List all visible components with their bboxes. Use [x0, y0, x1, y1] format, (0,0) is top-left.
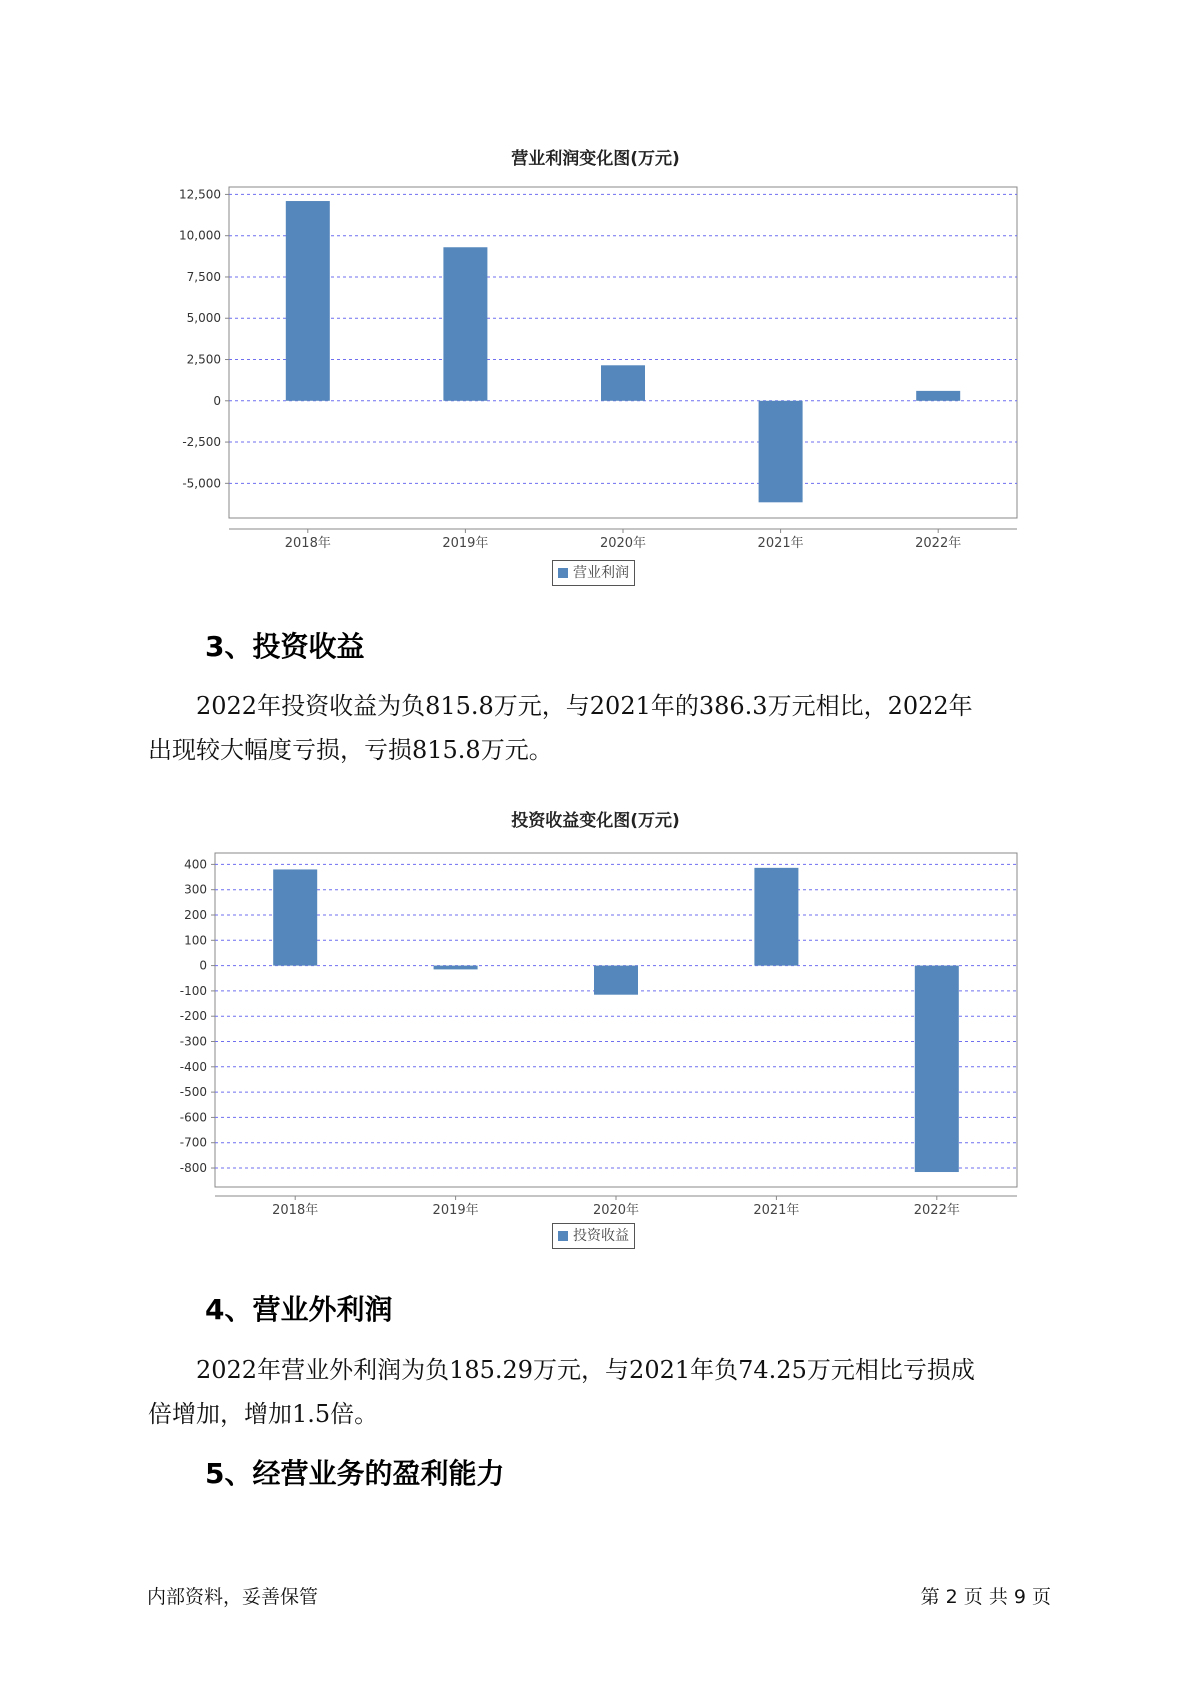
x-tick-label: 2022年: [915, 536, 962, 551]
y-tick-label: 10,000: [179, 228, 221, 243]
y-tick-label: 2,500: [186, 352, 221, 367]
chart-title-investment-income: 投资收益变化图(万元): [511, 811, 680, 831]
x-tick-label: 2020年: [599, 536, 647, 551]
y-tick-label: -100: [179, 983, 207, 998]
y-tick-label: 5,000: [186, 311, 221, 326]
x-tick-label: 2019年: [432, 1203, 479, 1218]
y-tick-label: -400: [179, 1059, 207, 1074]
legend-operating-profit: [552, 560, 635, 586]
y-tick-label: -800: [179, 1161, 207, 1176]
footer-page-number: 第 2 页 共 9 页: [920, 1586, 1051, 1608]
section-heading-profitability: 5、经营业务的盈利能力: [205, 1457, 505, 1490]
paragraph-line: 出现较大幅度亏损，亏损815.8万元。: [148, 736, 553, 764]
x-tick-label: 2021年: [753, 1203, 800, 1218]
y-tick-label: 400: [184, 857, 207, 872]
x-tick-label: 2022年: [913, 1203, 960, 1218]
paragraph-line: 2022年营业外利润为负185.29万元，与2021年负74.25万元相比亏损成: [148, 1356, 975, 1384]
paragraph-investment-income: [148, 684, 1068, 772]
x-tick-label: 2018年: [272, 1203, 319, 1218]
legend-label: 营业利润: [573, 565, 629, 581]
paragraph-line: 2022年投资收益为负815.8万元，与2021年的386.3万元相比，2022年: [148, 692, 973, 720]
bar-2020年: [601, 365, 645, 400]
y-tick-label: -300: [179, 1034, 207, 1049]
operating-profit-chart: [0, 0, 1191, 560]
investment-income-chart: [0, 830, 1191, 1230]
y-tick-label: -2,500: [182, 435, 221, 450]
y-tick-label: 0: [213, 393, 221, 408]
chart-title-operating-profit: 营业利润变化图(万元): [511, 149, 680, 169]
bar-2021年: [754, 868, 798, 966]
plot-area: [215, 853, 1017, 1187]
plot-area: [229, 187, 1017, 518]
bar-2022年: [916, 391, 960, 401]
bar-2019年: [434, 966, 478, 970]
bar-2022年: [915, 966, 959, 1172]
y-tick-label: 100: [184, 933, 207, 948]
x-tick-label: 2020年: [592, 1203, 640, 1218]
section-heading-investment-income: 3、投资收益: [205, 630, 365, 663]
y-tick-label: -200: [179, 1009, 207, 1024]
bar-2019年: [443, 247, 487, 401]
paragraph-non-operating-profit: [148, 1348, 1068, 1436]
y-tick-label: 200: [184, 907, 207, 922]
legend-investment-income: [552, 1223, 635, 1249]
legend-label: 投资收益: [573, 1228, 629, 1244]
y-tick-label: -700: [179, 1135, 207, 1150]
footer-confidential-note: 内部资料，妥善保管: [147, 1586, 319, 1608]
section-heading-non-operating-profit: 4、营业外利润: [205, 1293, 393, 1326]
y-tick-label: -500: [179, 1085, 207, 1100]
legend-swatch: [558, 1231, 568, 1241]
bar-2018年: [286, 201, 330, 401]
y-tick-label: 12,500: [179, 187, 221, 202]
bar-2018年: [273, 869, 317, 965]
y-tick-label: 300: [184, 882, 207, 897]
y-tick-label: 7,500: [186, 269, 221, 284]
y-tick-label: -5,000: [182, 476, 221, 491]
x-tick-label: 2018年: [284, 536, 331, 551]
x-tick-label: 2019年: [442, 536, 489, 551]
y-tick-label: -600: [179, 1110, 207, 1125]
bar-2021年: [759, 401, 803, 503]
x-tick-label: 2021年: [757, 536, 804, 551]
paragraph-line: 倍增加，增加1.5倍。: [148, 1400, 379, 1428]
legend-swatch: [558, 568, 568, 578]
bar-2020年: [594, 966, 638, 995]
y-tick-label: 0: [199, 958, 207, 973]
